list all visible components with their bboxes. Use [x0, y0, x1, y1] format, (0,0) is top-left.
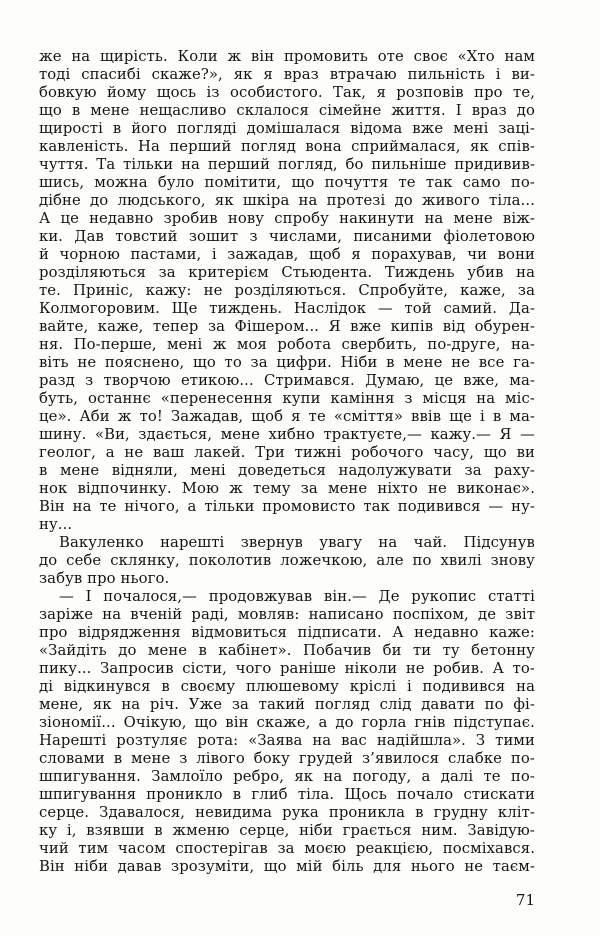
text-line: в мене відняли, мені доведеться надолужувати за раху- — [39, 462, 535, 479]
page-number: 71 — [515, 891, 535, 909]
text-line: чий тим часом спостерігав за моєю реакцією, посміхався. — [39, 840, 535, 857]
text-line: шину. «Ви, здається, мене хибно трактуєте,— кажу.— Я — — [39, 426, 535, 443]
text-line: ня. По-перше, мені ж моя робота свербить, по-друге, на- — [39, 336, 535, 353]
text-line: серце. Здавалося, невидима рука проникла в грудну кліт- — [39, 804, 535, 821]
text-line: ді відкинувся в своєму плюшевому кріслі і подивився на — [39, 678, 535, 695]
text-line: бовкую йому щось із особистого. Так, я розповів про те, — [39, 84, 535, 101]
text-line: ку і, взявши в жменю серце, ніби грається ним. Завідую- — [39, 822, 535, 839]
text-line: чуття. Та тільки на перший погляд, бо пильніше придивив- — [39, 156, 535, 173]
text-line: Він ніби давав зрозуміти, що мій біль для нього не таєм- — [39, 858, 535, 875]
text-line: ки. Дав товстий зошит з числами, писаними фіолетовою — [39, 228, 535, 245]
text-line: мене, як на річ. Уже за такий погляд слід давати по фі- — [39, 696, 535, 713]
text-line: віть не пояснено, що то за цифри. Ніби в мене не все га- — [39, 354, 535, 371]
text-line: разд з творчою етикою... Стримався. Думаю, це вже, ма- — [39, 372, 535, 389]
text-line: кавленість. На перший погляд вона сприймалася, як спів- — [39, 138, 535, 155]
text-line: те. Приніс, кажу: не розділяються. Спробуйте, каже, за — [39, 282, 535, 299]
text-line: й чорною пастами, і зажадав, щоб я порахував, чи вони — [39, 246, 535, 263]
text-line: про відрядження відмовиться підписати. А недавно каже: — [39, 624, 535, 641]
text-line: шпигування проникло в глиб тіла. Щось почало стискати — [39, 786, 535, 803]
text-line: розділяються за критерієм Стьюдента. Тиждень убив на — [39, 264, 535, 281]
text-line: Вакуленко нарешті звернув увагу на чай. Підсунув — [59, 534, 535, 551]
text-line: Він на те нічого, а тільки промовисто так подивився — ну- — [39, 498, 535, 515]
text-line: шпигування. Замлоїло ребро, як на погоду, а далі те по- — [39, 768, 535, 785]
text-line: заріже на вченій раді, мовляв: написано поспіхом, де звіт — [39, 606, 535, 623]
text-line: що в мене нещасливо склалося сімейне життя. І враз до — [39, 102, 535, 119]
text-block — [39, 48, 535, 876]
text-line: буть, останнє «перенесення купи каміння з місця на міс- — [39, 390, 535, 407]
text-line: геолог, а не ваш лакей. Три тижні робочого часу, що ви — [39, 444, 535, 461]
text-line: шись, можна було помітити, що почуття те так само по- — [39, 174, 535, 191]
text-line: же на щирість. Коли ж він промовить оте своє «Хто нам — [39, 48, 535, 65]
text-line: це». Аби ж то! Зажадав, щоб я те «сміття» ввів ще і в ма- — [39, 408, 535, 425]
text-line: тоді спасибі скаже?», як я враз втрачаю пильність і ви- — [39, 66, 535, 83]
text-line: «Зайдіть до мене в кабінет». Побачив би ти ту бетонну — [39, 642, 535, 659]
text-line: пику... Запросив сісти, чого раніше ніколи не робив. А то- — [39, 660, 535, 677]
text-line: зіономії... Очікую, що він скаже, а до горла гнів підступає. — [39, 714, 535, 731]
text-line: щирості в його погляді домішалася відома вже мені заці- — [39, 120, 535, 137]
text-line: Колмогоровим. Ще тиждень. Наслідок — той самий. Да- — [39, 300, 535, 317]
text-line: — І почалося,— продовжував він.— Де рукопис статті — [59, 588, 535, 605]
text-line: словами в мене з лівого боку грудей з’явилося слабке по- — [39, 750, 535, 767]
text-line: до себе склянку, поколотив ложечкою, але по хвилі знову — [39, 552, 535, 569]
text-line: вайте, каже, тепер за Фішером... Я вже кипів від обурен- — [39, 318, 535, 335]
text-line: Нарешті розтуляє рота: «Заява на вас надійшла». З тими — [39, 732, 535, 749]
text-line: нок відпочинку. Мою ж тему за мене ніхто не виконає». — [39, 480, 535, 497]
text-line: забув про нього. — [39, 570, 170, 587]
text-line: ну... — [39, 516, 73, 533]
text-line: А це недавно зробив нову спробу накинути на мене віж- — [39, 210, 535, 227]
text-line: дібне до людського, як шкіра на протезі до живого тіла... — [39, 192, 535, 209]
